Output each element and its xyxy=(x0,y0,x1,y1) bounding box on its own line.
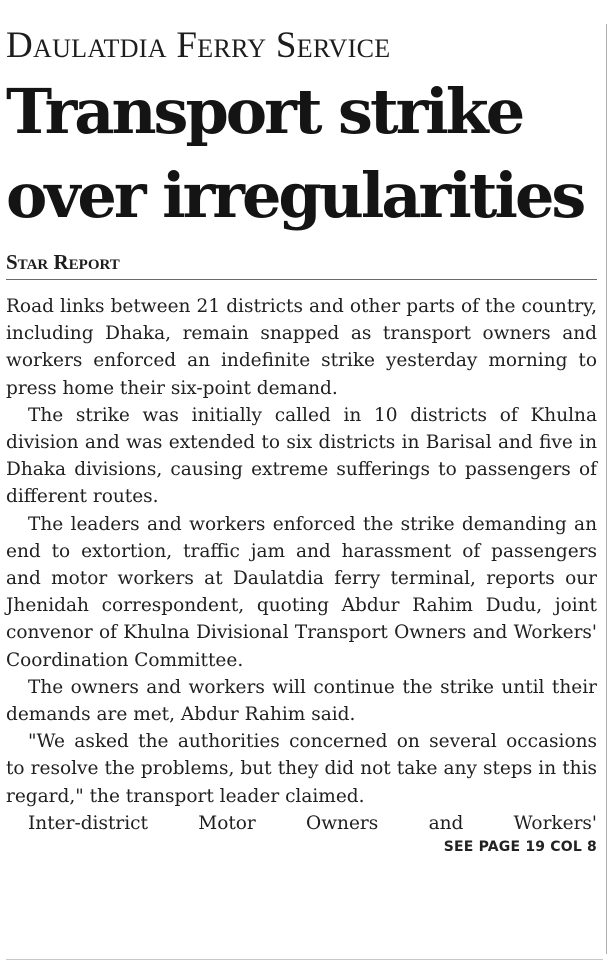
headline xyxy=(6,70,597,238)
column-rule xyxy=(606,24,607,954)
article-body xyxy=(6,293,597,837)
headline-line-2: over irregularities xyxy=(6,159,584,232)
paragraph: Road links between 21 districts and other parts of the country, including Dhaka, remain snapped as transport owners and workers enforced an indefinite strike yesterday morning to press home their six-point demand. xyxy=(6,296,597,399)
headline-line-1: Transport strike xyxy=(6,75,523,148)
news-clipping xyxy=(6,16,597,950)
paragraph: The strike was initially called in 10 districts of Khulna division and was extended to six districts in Barisal and five in Dhaka divisions, causing extreme sufferings to passengers of different routes. xyxy=(6,404,597,508)
kicker: Daulatdia Ferry Service xyxy=(6,25,391,66)
continued-jump-line: SEE PAGE 19 COL 8 xyxy=(443,839,597,856)
paragraph: The leaders and workers enforced the strike demanding an end to extortion, traffic jam and harassment of passengers and motor workers at Daulatdia ferry terminal, reports our Jhenidah correspondent, quoting Abdur Rahim Dudu, joint convenor of Khulna Divisional Transport Owners and Workers' Coordination Committee. xyxy=(6,513,597,671)
byline: Star Report xyxy=(6,250,597,280)
bottom-rule xyxy=(6,959,603,960)
paragraph: The owners and workers will continue the strike until their demands are met, Abdur Rahim said. xyxy=(6,676,597,726)
paragraph: "We asked the authorities concerned on several occasions to resolve the problems, but they did not take any steps in this regard," the transport leader claimed. xyxy=(6,731,597,807)
paragraph: Inter-district Motor Owners and Workers' xyxy=(28,812,597,834)
